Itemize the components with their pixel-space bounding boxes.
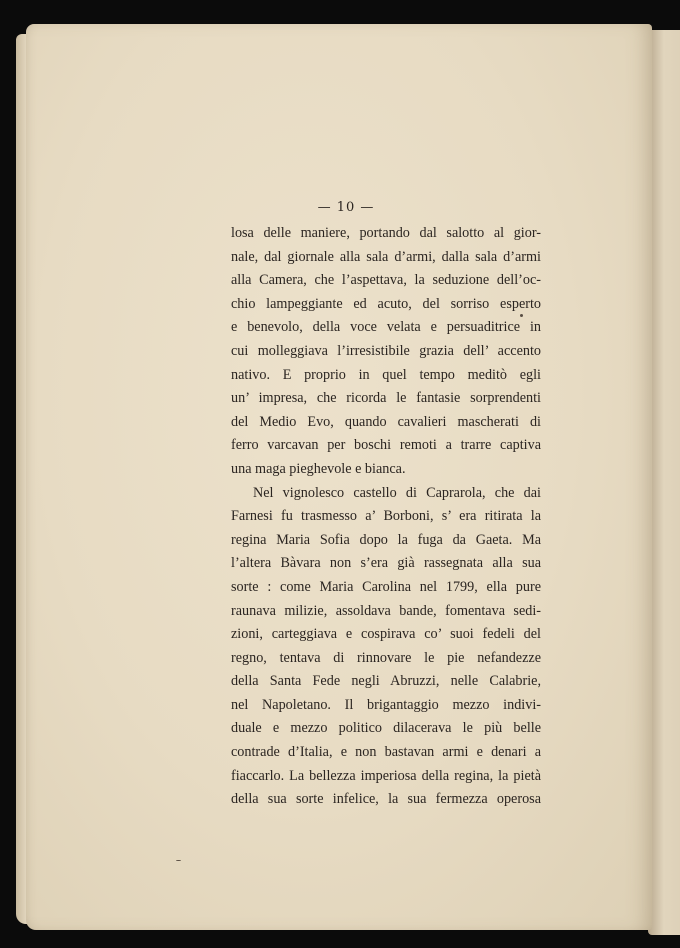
text-line: un’ impresa, che ricorda le fantasie sorprendenti (231, 390, 541, 407)
text-line: regina Maria Sofia dopo la fuga da Gaeta. Ma (231, 531, 541, 548)
text-line: Farnesi fu trasmesso a’ Borboni, s’ era ritirata la (231, 508, 541, 525)
text-line: fiaccarlo. La bellezza imperiosa della regina, la pietà (231, 767, 541, 784)
text-line: losa delle maniere, portando dal salotto al gior- (231, 225, 541, 241)
text-line: ferro varcavan per boschi remoti a trarre captiva (231, 437, 541, 454)
paper-speck (176, 860, 181, 861)
facing-page-edge (648, 30, 680, 935)
text-line: l’altera Bàvara non s’era già rassegnata alla sua (231, 555, 541, 572)
text-line: regno, tentava di rinnovare le pie nefandezze (231, 649, 541, 666)
page-number: — 10 — (317, 200, 375, 215)
paper-speck (520, 314, 523, 317)
text-line: nale, dal giornale alla sala d’armi, dalla sala d’armi (231, 248, 541, 265)
book-page (26, 24, 652, 930)
body-text (231, 222, 541, 812)
text-line: zioni, carteggiava e cospirava co’ suoi fedeli del (231, 626, 541, 643)
text-line: duale e mezzo politico dilacerava le più belle (231, 720, 541, 737)
text-line: contrade d’Italia, e non bastavan armi e denari a (231, 744, 541, 761)
text-line: della Santa Fede negli Abruzzi, nelle Calabrie, (231, 673, 541, 690)
text-line: Nel vignolesco castello di Caprarola, che dai (253, 484, 541, 501)
text-line: cui molleggiava l’irresistibile grazia dell’ accento (231, 342, 541, 359)
text-line: della sua sorte infelice, la sua fermezza operosa (231, 791, 541, 808)
text-line: nel Napoletano. Il brigantaggio mezzo indivi- (231, 696, 541, 713)
text-line: e benevolo, della voce velata e persuaditrice in (231, 319, 541, 336)
text-line: una maga pieghevole e bianca. (231, 460, 406, 477)
text-line: nativo. E proprio in quel tempo meditò egli (231, 366, 541, 383)
text-line: chio lampeggiante ed acuto, del sorriso esperto (231, 295, 541, 312)
text-line: alla Camera, che l’aspettava, la seduzione dell’oc- (231, 272, 541, 289)
text-line: sorte : come Maria Carolina nel 1799, ella pure (231, 578, 541, 595)
text-line: raunava milizie, assoldava bande, fomentava sedi- (231, 602, 541, 619)
text-line: del Medio Evo, quando cavalieri mascherati di (231, 413, 541, 430)
